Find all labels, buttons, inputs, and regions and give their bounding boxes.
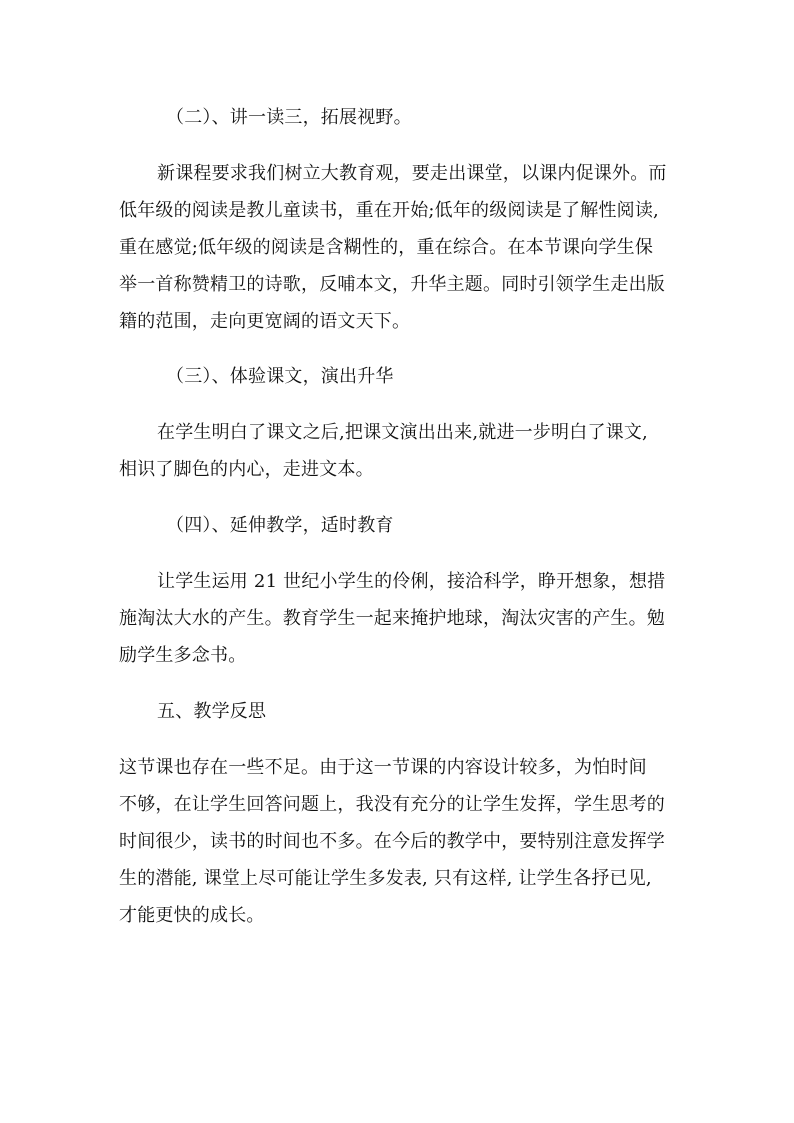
- section-heading-5: 五、教学反思: [157, 701, 267, 722]
- paragraph-line: 让学生运用 21 世纪小学生的伶俐，接洽科学，睁开想象，想措: [157, 571, 666, 592]
- paragraph-line: 施淘汰大水的产生。教育学生一起来掩护地球，淘汰灾害的产生。勉: [119, 608, 665, 629]
- paragraph-line: 不够，在让学生回答问题上，我没有充分的让学生发挥，学生思考的: [119, 794, 665, 815]
- paragraph-line: 励学生多念书。: [119, 645, 247, 666]
- section-heading-4: （四）、延伸教学，适时教育: [166, 515, 394, 536]
- paragraph-line: 这节课也存在一些不足。由于这一节课的内容设计较多，为怕时间: [119, 757, 647, 778]
- paragraph-line: 在学生明白了课文之后,把课文演出出来,就进一步明白了课文,: [157, 422, 648, 443]
- section-heading-3: （三）、体验课文，演出升华: [166, 366, 394, 387]
- paragraph-line: 才能更快的成长。: [119, 905, 265, 926]
- section-heading-2: （二）、讲一读三，拓展视野。: [166, 107, 412, 128]
- paragraph-line: 生的潜能, 课堂上尽可能让学生多发表, 只有这样, 让学生各抒已见,: [119, 868, 652, 889]
- paragraph-line: 低年级的阅读是教儿童读书，重在开始;低年的级阅读是了解性阅读,: [119, 200, 659, 221]
- paragraph-line: 新课程要求我们树立大教育观，要走出课堂，以课内促课外。而: [157, 163, 667, 184]
- paragraph-line: 举一首称赞精卫的诗歌，反哺本文，升华主题。同时引领学生走出版: [119, 274, 665, 295]
- paragraph-line: 相识了脚色的内心，走进文本。: [119, 459, 374, 480]
- paragraph-line: 重在感觉;低年级的阅读是含糊性的，重在综合。在本节课向学生保: [119, 237, 654, 258]
- paragraph-line: 籍的范围，走向更宽阔的语文天下。: [119, 311, 411, 332]
- paragraph-line: 时间很少，读书的时间也不多。在今后的教学中，要特别注意发挥学: [119, 831, 665, 852]
